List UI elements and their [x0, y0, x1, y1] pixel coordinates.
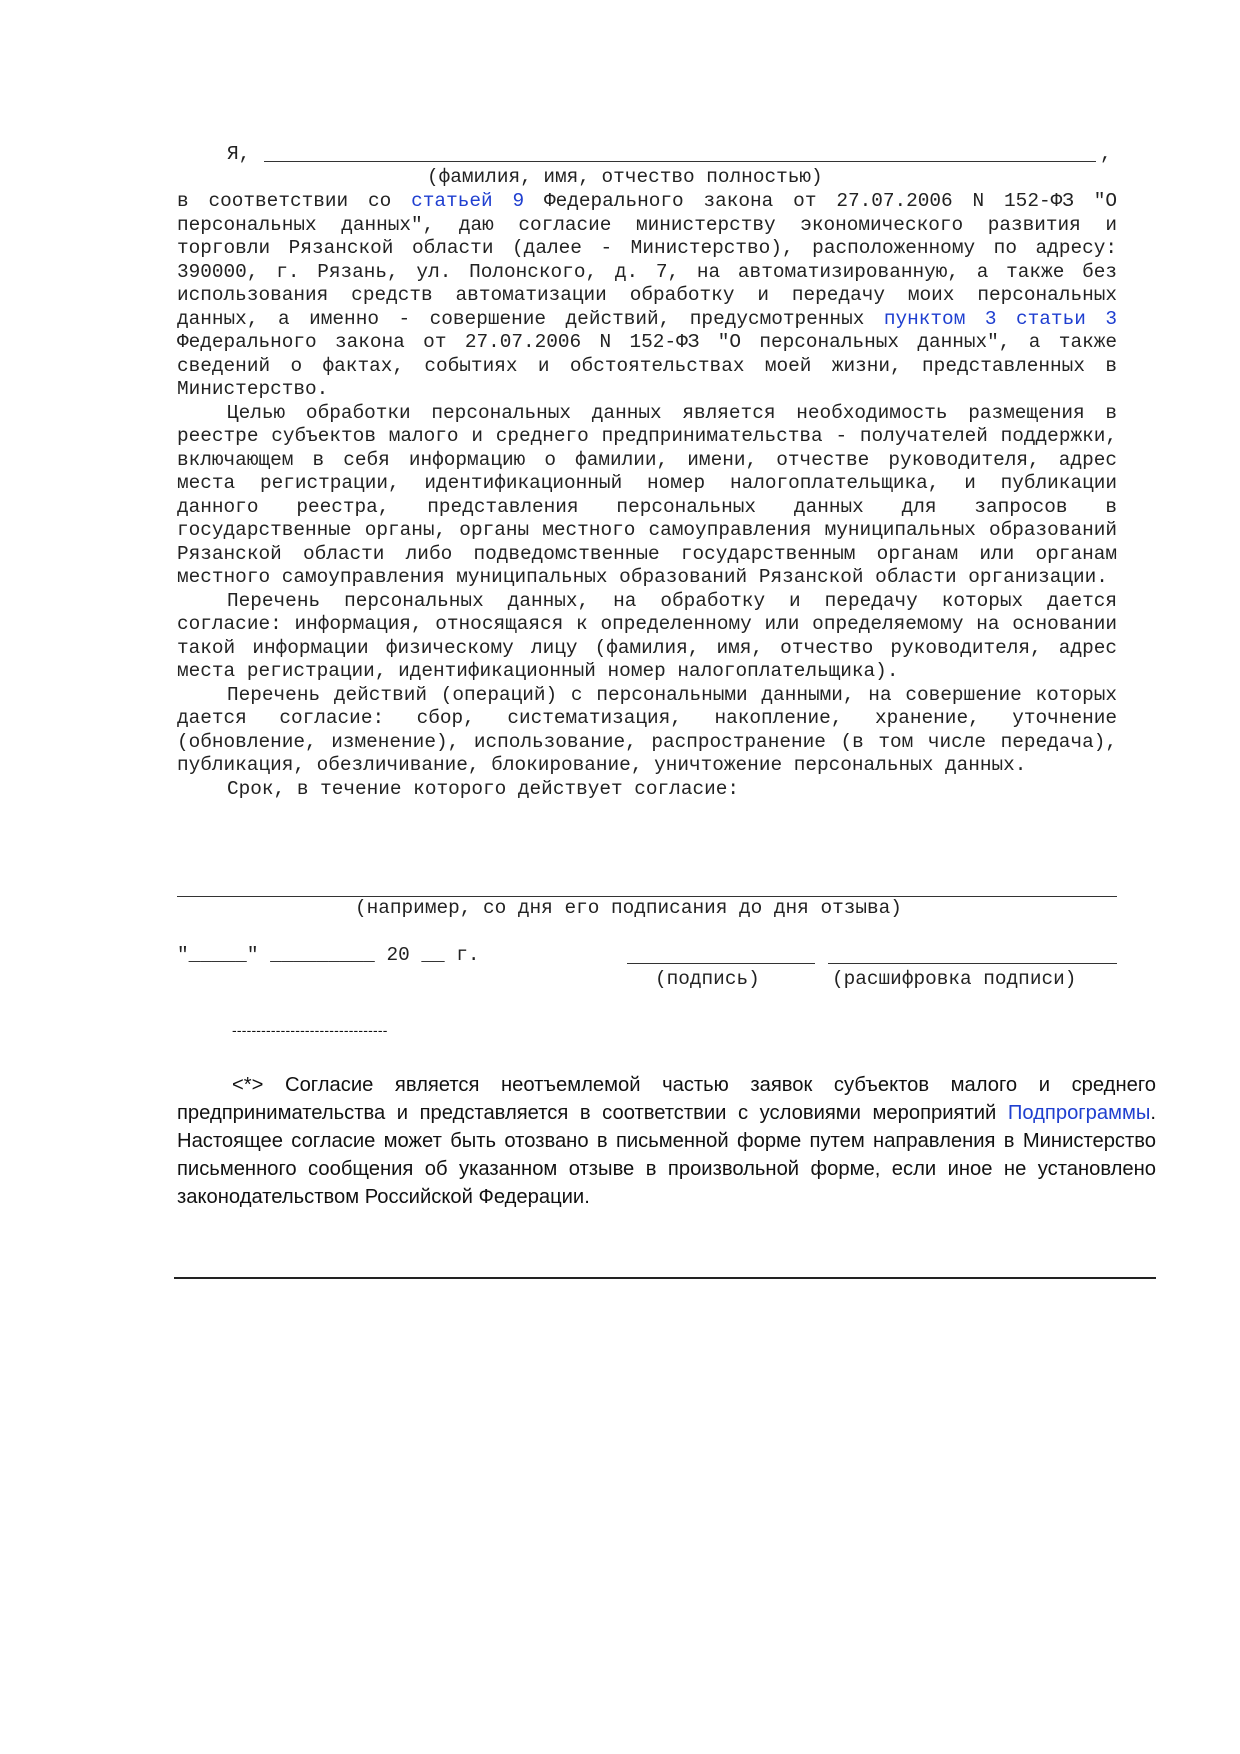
paragraph-actions-list: Перечень действий (операций) с персональными данными, на совершение которых дается согласие: сбор, систематизация, накопление, хранение, уточнение (обновление, изменение), использование, распространение (в том числе передача), публикация, обезличивание, блокирование, уничтожение персональных данных.: [177, 683, 1117, 776]
paragraph-term: Срок, в течение которого действует согласие:: [227, 777, 739, 800]
paragraph-data-list: Перечень персональных данных, на обработку и передачу которых дается согласие: информация, относящаяся к определенному или определяемому на основании такой информации физическому лицу (фамилия, имя, отчество руководителя, адрес места регистрации, идентификационный номер налогоплательщика).: [177, 589, 1117, 682]
fio-line: [227, 143, 1117, 167]
term-caption: (например, со дня его подписания до дня отзыва): [355, 897, 902, 919]
footnote-text: <*> Согласие является неотъемлемой частью заявок субъектов малого и среднего предпринимательства и представляется в соответствии с условиями мероприятий Подпрограммы. Настоящее согласие может быть отозвано в письменной форме путем направления в Министерство письменного сообщения об указанном отзыве в произвольной форме, если иное не установлено законодательством Российской Федерации.: [177, 1074, 1156, 1208]
signature-field[interactable]: [627, 945, 815, 964]
link-subprogram[interactable]: Подпрограммы: [1007, 1102, 1151, 1124]
paragraph-purpose: Целью обработки персональных данных является необходимость размещения в реестре субъектов малого и среднего предпринимательства - получателей поддержки, включающем в себя информацию о фамилии, имени, отчестве руководителя, адрес места регистрации, идентификационный номер налогоплательщика, и публикации данного реестра, представления персональных данных для запросов в государственные органы, органы местного самоуправления муниципальных образований Рязанской области либо подведомственные государственным органам или органам местного самоуправления муниципальных образований Рязанской области организации.: [177, 401, 1117, 588]
decoding-caption: (расшифровка подписи): [832, 968, 1077, 990]
link-clause-3-article-3[interactable]: пунктом 3 статьи 3: [883, 307, 1117, 330]
date-line[interactable]: "_____" _________ 20 __ г.: [177, 944, 480, 966]
bottom-rule: [174, 1277, 1156, 1279]
footnote: [177, 1071, 1156, 1211]
ya-prefix: Я,: [227, 143, 251, 165]
ya-suffix: ,: [1100, 143, 1112, 165]
fio-caption: (фамилия, имя, отчество полностью): [427, 166, 823, 188]
term-blank-field[interactable]: [177, 878, 1117, 897]
fio-blank-field[interactable]: [264, 143, 1096, 162]
signature-caption: (подпись): [655, 968, 760, 990]
consent-body: [177, 190, 1117, 801]
footnote-separator: --------------------------------: [232, 1022, 388, 1038]
signature-decoding-field[interactable]: [828, 945, 1117, 964]
paragraph-consent: в соответствии со статьей 9 Федерального закона от 27.07.2006 N 152-ФЗ "О персональных данных", даю согласие министерству экономического развития и торговли Рязанской области (далее - Министерство), расположенному по адресу: 390000, г. Рязань, ул. Полонского, д. 7, на автоматизированную, а также без использования средств автоматизации обработку и передачу моих персональных данных, а именно - совершение действий, предусмотренных пунктом 3 статьи 3 Федерального закона от 27.07.2006 N 152-ФЗ "О персональных данных", а также сведений о фактах, событиях и обстоятельствах моей жизни, представленных в Министерство.: [177, 190, 1118, 400]
link-article-9[interactable]: статьей 9: [411, 190, 525, 212]
